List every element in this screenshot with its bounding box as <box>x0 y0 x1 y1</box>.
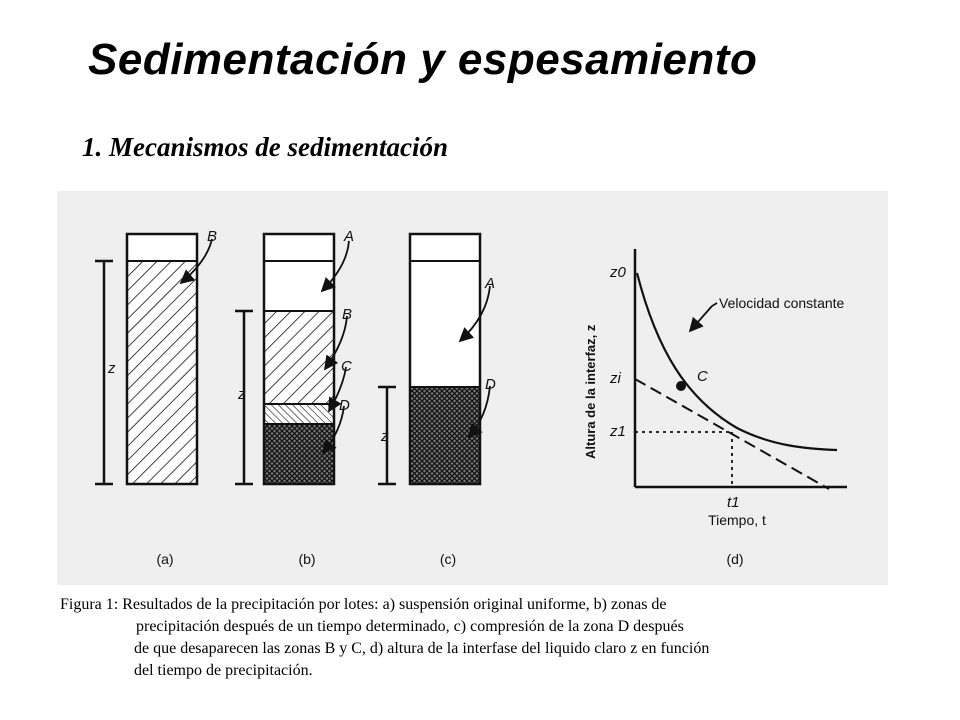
zone-label-b-b: B <box>342 306 353 323</box>
zone-label-a-c: A <box>485 275 496 292</box>
panel-a <box>95 228 217 567</box>
y-axis-label: Altura de la interfaz, z <box>583 324 598 459</box>
zone-b-a <box>127 261 197 484</box>
zone-label-a-b: A <box>344 228 355 245</box>
sedimentation-figure <box>57 191 888 585</box>
figure-caption <box>60 594 920 682</box>
section-heading: 1. Mecanismos de sedimentación <box>82 132 448 162</box>
caption-b: (b) <box>298 551 316 567</box>
zone-b-b <box>264 311 334 404</box>
curve-label: Velocidad constante <box>719 295 845 311</box>
zone-label-b-a: B <box>207 228 218 245</box>
zone-label-d-c: D <box>485 376 496 393</box>
zone-d-b <box>264 424 334 484</box>
caption-line: Figura 1: Resultados de la precipitación por lotes: a) suspensión original uniforme, b) zonas de <box>60 596 667 613</box>
y-tick-zi: zi <box>610 370 621 387</box>
zone-c-b <box>264 404 334 424</box>
slide-title: Sedimentación y espesamiento <box>88 35 758 84</box>
caption-a: (a) <box>156 551 174 567</box>
point-label-c: C <box>697 368 708 385</box>
x-tick-t1: t1 <box>727 494 740 511</box>
height-label-a: z <box>108 360 116 377</box>
caption-line: precipitación después de un tiempo determinado, c) compresión de la zona D después <box>136 618 684 635</box>
caption-d: (d) <box>726 551 744 567</box>
height-label-c: z <box>381 428 389 445</box>
caption-line: de que desaparecen las zonas B y C, d) altura de la interfase del liquido claro z en función <box>134 640 710 657</box>
panel-b <box>235 228 354 567</box>
point-c <box>676 381 686 391</box>
zone-label-d-b: D <box>339 397 350 414</box>
caption-c: (c) <box>439 551 457 567</box>
y-tick-z0: z0 <box>610 264 626 281</box>
caption-line: del tiempo de precipitación. <box>134 662 313 679</box>
x-axis-label: Tiempo, t <box>708 512 766 528</box>
height-label-b: z <box>238 386 246 403</box>
panel-d <box>583 249 847 567</box>
y-tick-z1: z1 <box>610 423 626 440</box>
panel-c <box>378 234 496 567</box>
zone-label-c-b: C <box>341 358 352 375</box>
